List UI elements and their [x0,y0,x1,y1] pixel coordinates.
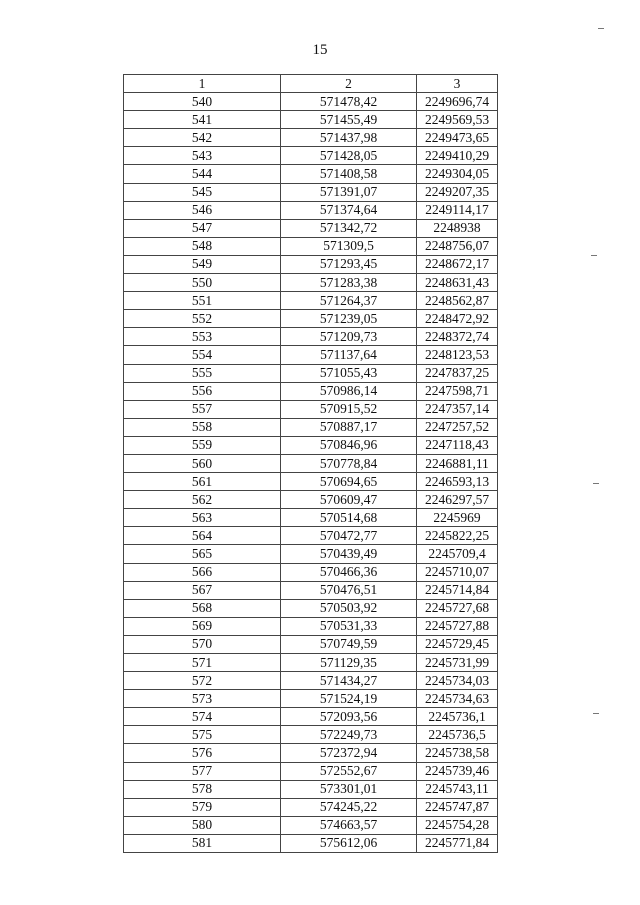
x-coordinate-cell: 571055,43 [281,364,417,382]
table-row [124,201,498,219]
point-number-cell: 550 [124,274,281,292]
table-row [124,581,498,599]
point-number-cell: 546 [124,201,281,219]
coordinates-table [123,74,498,853]
x-coordinate-cell: 571434,27 [281,672,417,690]
point-number-cell: 568 [124,599,281,617]
y-coordinate-cell: 2247598,71 [417,382,498,400]
y-coordinate-cell: 2245822,25 [417,527,498,545]
table-row [124,816,498,834]
table-row [124,798,498,816]
point-number-cell: 549 [124,255,281,273]
x-coordinate-cell: 572552,67 [281,762,417,780]
y-coordinate-cell: 2248672,17 [417,255,498,273]
point-number-cell: 573 [124,690,281,708]
x-coordinate-cell: 575612,06 [281,834,417,852]
y-coordinate-cell: 2248562,87 [417,292,498,310]
table-row [124,147,498,165]
point-number-cell: 566 [124,563,281,581]
table-row [124,165,498,183]
scan-mark [591,255,597,256]
table-row [124,654,498,672]
x-coordinate-cell: 570439,49 [281,545,417,563]
column-header: 2 [281,75,417,93]
point-number-cell: 564 [124,527,281,545]
x-coordinate-cell: 570531,33 [281,617,417,635]
point-number-cell: 560 [124,454,281,472]
table-row [124,183,498,201]
table-row [124,617,498,635]
y-coordinate-cell: 2248123,53 [417,346,498,364]
y-coordinate-cell: 2245709,4 [417,545,498,563]
table-row [124,545,498,563]
scan-mark [598,28,604,29]
table-row [124,744,498,762]
table-row [124,364,498,382]
point-number-cell: 570 [124,635,281,653]
point-number-cell: 545 [124,183,281,201]
point-number-cell: 557 [124,400,281,418]
x-coordinate-cell: 571293,45 [281,255,417,273]
table-body [124,93,498,853]
y-coordinate-cell: 2249569,53 [417,111,498,129]
table-row [124,473,498,491]
y-coordinate-cell: 2247357,14 [417,400,498,418]
y-coordinate-cell: 2245731,99 [417,654,498,672]
table-row [124,672,498,690]
x-coordinate-cell: 570466,36 [281,563,417,581]
point-number-cell: 558 [124,418,281,436]
table-header-row [124,75,498,93]
x-coordinate-cell: 570749,59 [281,635,417,653]
y-coordinate-cell: 2249410,29 [417,147,498,165]
x-coordinate-cell: 571478,42 [281,93,417,111]
x-coordinate-cell: 571264,37 [281,292,417,310]
x-coordinate-cell: 570887,17 [281,418,417,436]
y-coordinate-cell: 2247837,25 [417,364,498,382]
y-coordinate-cell: 2248756,07 [417,237,498,255]
y-coordinate-cell: 2245727,68 [417,599,498,617]
table-row [124,454,498,472]
point-number-cell: 561 [124,473,281,491]
point-number-cell: 575 [124,726,281,744]
table-row [124,129,498,147]
x-coordinate-cell: 571428,05 [281,147,417,165]
table-row [124,310,498,328]
point-number-cell: 556 [124,382,281,400]
point-number-cell: 543 [124,147,281,165]
point-number-cell: 548 [124,237,281,255]
y-coordinate-cell: 2246297,57 [417,491,498,509]
scan-mark [593,713,599,714]
point-number-cell: 563 [124,509,281,527]
table-row [124,491,498,509]
page-number: 15 [312,42,328,58]
y-coordinate-cell: 2245710,07 [417,563,498,581]
y-coordinate-cell: 2248631,43 [417,274,498,292]
x-coordinate-cell: 570476,51 [281,581,417,599]
table-row [124,346,498,364]
y-coordinate-cell: 2245736,1 [417,708,498,726]
y-coordinate-cell: 2248472,92 [417,310,498,328]
x-coordinate-cell: 574663,57 [281,816,417,834]
x-coordinate-cell: 571455,49 [281,111,417,129]
table-row [124,563,498,581]
point-number-cell: 576 [124,744,281,762]
point-number-cell: 544 [124,165,281,183]
y-coordinate-cell: 2245727,88 [417,617,498,635]
point-number-cell: 580 [124,816,281,834]
table-row [124,762,498,780]
column-header: 1 [124,75,281,93]
y-coordinate-cell: 2249473,65 [417,129,498,147]
table-row [124,690,498,708]
point-number-cell: 554 [124,346,281,364]
table-row [124,93,498,111]
x-coordinate-cell: 570986,14 [281,382,417,400]
point-number-cell: 571 [124,654,281,672]
table-row [124,726,498,744]
y-coordinate-cell: 2249114,17 [417,201,498,219]
y-coordinate-cell: 2245738,58 [417,744,498,762]
y-coordinate-cell: 2245734,63 [417,690,498,708]
y-coordinate-cell: 2245743,11 [417,780,498,798]
x-coordinate-cell: 571137,64 [281,346,417,364]
column-header: 3 [417,75,498,93]
x-coordinate-cell: 571129,35 [281,654,417,672]
point-number-cell: 551 [124,292,281,310]
point-number-cell: 555 [124,364,281,382]
y-coordinate-cell: 2245729,45 [417,635,498,653]
x-coordinate-cell: 570514,68 [281,509,417,527]
table-row [124,708,498,726]
x-coordinate-cell: 571342,72 [281,219,417,237]
y-coordinate-cell: 2245734,03 [417,672,498,690]
point-number-cell: 579 [124,798,281,816]
x-coordinate-cell: 570846,96 [281,436,417,454]
x-coordinate-cell: 571391,07 [281,183,417,201]
y-coordinate-cell: 2245969 [417,509,498,527]
table-row [124,527,498,545]
x-coordinate-cell: 573301,01 [281,780,417,798]
point-number-cell: 578 [124,780,281,798]
point-number-cell: 559 [124,436,281,454]
x-coordinate-cell: 570778,84 [281,454,417,472]
table-row [124,274,498,292]
x-coordinate-cell: 571283,38 [281,274,417,292]
table-row [124,292,498,310]
y-coordinate-cell: 2247118,43 [417,436,498,454]
table-row [124,111,498,129]
y-coordinate-cell: 2249207,35 [417,183,498,201]
table-row [124,219,498,237]
point-number-cell: 574 [124,708,281,726]
x-coordinate-cell: 571437,98 [281,129,417,147]
y-coordinate-cell: 2248372,74 [417,328,498,346]
table-row [124,509,498,527]
point-number-cell: 553 [124,328,281,346]
y-coordinate-cell: 2246881,11 [417,454,498,472]
table-row [124,382,498,400]
y-coordinate-cell: 2245754,28 [417,816,498,834]
point-number-cell: 581 [124,834,281,852]
table-row [124,328,498,346]
x-coordinate-cell: 570503,92 [281,599,417,617]
point-number-cell: 547 [124,219,281,237]
y-coordinate-cell: 2245739,46 [417,762,498,780]
x-coordinate-cell: 571524,19 [281,690,417,708]
table-row [124,436,498,454]
point-number-cell: 572 [124,672,281,690]
table-row [124,255,498,273]
point-number-cell: 577 [124,762,281,780]
point-number-cell: 565 [124,545,281,563]
y-coordinate-cell: 2247257,52 [417,418,498,436]
x-coordinate-cell: 571374,64 [281,201,417,219]
point-number-cell: 562 [124,491,281,509]
table-row [124,780,498,798]
y-coordinate-cell: 2246593,13 [417,473,498,491]
x-coordinate-cell: 572249,73 [281,726,417,744]
x-coordinate-cell: 571239,05 [281,310,417,328]
x-coordinate-cell: 570915,52 [281,400,417,418]
y-coordinate-cell: 2245736,5 [417,726,498,744]
table-row [124,834,498,852]
point-number-cell: 567 [124,581,281,599]
point-number-cell: 552 [124,310,281,328]
y-coordinate-cell: 2245771,84 [417,834,498,852]
point-number-cell: 542 [124,129,281,147]
table-row [124,635,498,653]
x-coordinate-cell: 572372,94 [281,744,417,762]
y-coordinate-cell: 2249304,05 [417,165,498,183]
x-coordinate-cell: 572093,56 [281,708,417,726]
x-coordinate-cell: 571209,73 [281,328,417,346]
y-coordinate-cell: 2249696,74 [417,93,498,111]
point-number-cell: 540 [124,93,281,111]
y-coordinate-cell: 2245747,87 [417,798,498,816]
x-coordinate-cell: 574245,22 [281,798,417,816]
point-number-cell: 541 [124,111,281,129]
y-coordinate-cell: 2248938 [417,219,498,237]
table-row [124,418,498,436]
x-coordinate-cell: 570472,77 [281,527,417,545]
table-row [124,400,498,418]
x-coordinate-cell: 570609,47 [281,491,417,509]
table-row [124,599,498,617]
x-coordinate-cell: 571408,58 [281,165,417,183]
point-number-cell: 569 [124,617,281,635]
table-row [124,237,498,255]
scan-mark [593,483,599,484]
y-coordinate-cell: 2245714,84 [417,581,498,599]
x-coordinate-cell: 570694,65 [281,473,417,491]
x-coordinate-cell: 571309,5 [281,237,417,255]
